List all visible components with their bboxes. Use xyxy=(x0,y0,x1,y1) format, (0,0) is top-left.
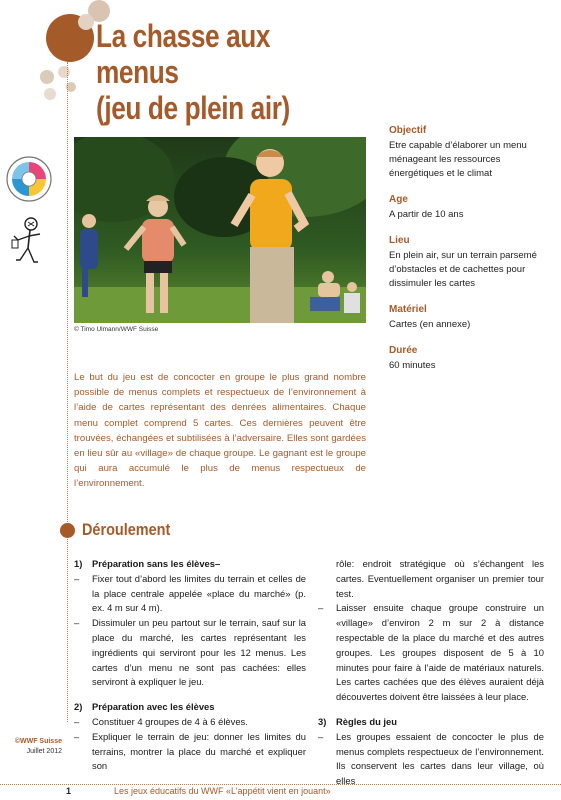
list-item-text: Laisser ensuite chaque groupe construire un «village» d’environ 2 m sur 2 à distance respectable de la place du marché et des autres groupes. Les groupes disposent de 5 à 10 minutes pour faire à l’aide de matériaux naturels. Les cartes cachées que des élèves auraient déjà découvertes doivent être laissées à leur place. xyxy=(336,602,544,703)
dash-bullet: – xyxy=(74,572,80,584)
step-number: 3) xyxy=(318,715,327,727)
page-title xyxy=(96,18,342,126)
list-item xyxy=(318,730,544,789)
decor-circle xyxy=(44,88,56,100)
photo-children-running xyxy=(74,137,366,323)
page-number: 1 xyxy=(66,786,72,796)
list-item-text: Dissimuler un peu partout sur le terrain, sauf sur la place du marché, les cartes représentant les ingrédients qui serviront pour les 12 menus. Les cartes d’un menu ne sont pas cachées: elles serviront à expliquer le jeu. xyxy=(92,617,306,688)
footer-divider xyxy=(0,784,561,785)
dash-bullet: – xyxy=(74,715,80,727)
list-item-continuation: rôle: endroit stratégique où s’échangent les cartes. Eventuellement organiser un premier tour test. xyxy=(336,558,544,599)
info-label-age: Age xyxy=(389,194,408,205)
footer-text: Les jeux éducatifs du WWF «L’appétit vient en jouant» xyxy=(114,786,331,796)
running-kid-icon xyxy=(10,216,46,268)
list-item-text: Fixer tout d’abord les limites du terrain et celles de la place centrale appelée «place du marché» (p. ex. 4 m sur 4 m). xyxy=(92,572,306,614)
dash-bullet: – xyxy=(74,617,80,629)
info-label-duree: Durée xyxy=(389,345,418,356)
list-item xyxy=(74,616,306,690)
step-number: 2) xyxy=(74,701,83,713)
title-line-1: La chasse aux menus xyxy=(96,18,271,90)
dotted-margin-line xyxy=(67,62,68,722)
step-number: 1) xyxy=(74,558,83,569)
intro-paragraph: Le but du jeu est de concocter en groupe le plus grand nombre possible de menus complets et respectueux de l’environnement à l’aide de cartes représentant des denrées alimentaires. Chaque menu complet comprend 5 cartes. Ces dernières peuvent être trouvées, échangées et subtilisées à l’adversaire. Elles sont gardées en lieu sûr au «village» de chaque groupe. Le gagnant est le groupe qui aura accumulé le plus de menus respectueux de l’environnement. xyxy=(74,372,366,490)
step-heading xyxy=(74,557,306,572)
list-item-text: Constituer 4 groupes de 4 à 6 élèves. xyxy=(92,715,248,727)
section-heading: Déroulement xyxy=(82,520,171,539)
step-heading xyxy=(74,700,306,715)
dash-bullet: – xyxy=(74,730,80,742)
heading-bullet xyxy=(60,523,75,538)
steps-column-right xyxy=(318,557,544,789)
list-item-text: Expliquer le terrain de jeu: donner les limites du terrains, montrer la place du marché et expliquer son xyxy=(92,730,306,772)
step-title: Préparation avec les élèves xyxy=(92,701,215,713)
decor-circle xyxy=(58,66,70,78)
title-line-2: (jeu de plein air) xyxy=(96,90,290,126)
dash-bullet: – xyxy=(318,602,324,614)
photo-credit: © Timo Ulmann/WWF Suisse xyxy=(74,326,159,333)
info-value-lieu: En plein air, sur un terrain parsemé d’obstacles et de cachettes pour dissimuler les cartes xyxy=(389,250,537,289)
list-item-text: Les groupes essaient de concocter le plus de menus complets respectueux de l’environnement. Ils conservent les cartes dans leur village, où elles xyxy=(336,730,544,787)
list-item xyxy=(74,715,306,730)
info-label-materiel: Matériel xyxy=(389,304,427,315)
color-wheel-icon xyxy=(6,156,52,202)
decor-circle xyxy=(40,70,54,84)
info-label-lieu: Lieu xyxy=(389,235,410,246)
copyright-text: ©WWF Suisse xyxy=(14,738,62,745)
info-value-age: A partir de 10 ans xyxy=(389,209,464,220)
info-value-objectif: Etre capable d’élaborer un menu ménageant les ressources énergétiques et le climat xyxy=(389,140,527,179)
step-title: Préparation sans les élèves– xyxy=(92,558,221,569)
step-title: Règles du jeu xyxy=(336,715,397,727)
list-item xyxy=(74,730,306,774)
copyright-block xyxy=(10,737,62,757)
info-value-duree: 60 minutes xyxy=(389,360,436,371)
info-label-objectif: Objectif xyxy=(389,125,427,136)
list-item xyxy=(74,572,306,616)
step-heading xyxy=(318,715,544,730)
info-sidebar xyxy=(389,124,539,373)
dash-bullet: – xyxy=(318,730,324,742)
publication-date: Juillet 2012 xyxy=(26,748,62,755)
list-item xyxy=(318,601,544,705)
steps-column-left xyxy=(74,557,306,774)
decor-circle xyxy=(78,14,94,30)
info-value-materiel: Cartes (en annexe) xyxy=(389,319,471,330)
